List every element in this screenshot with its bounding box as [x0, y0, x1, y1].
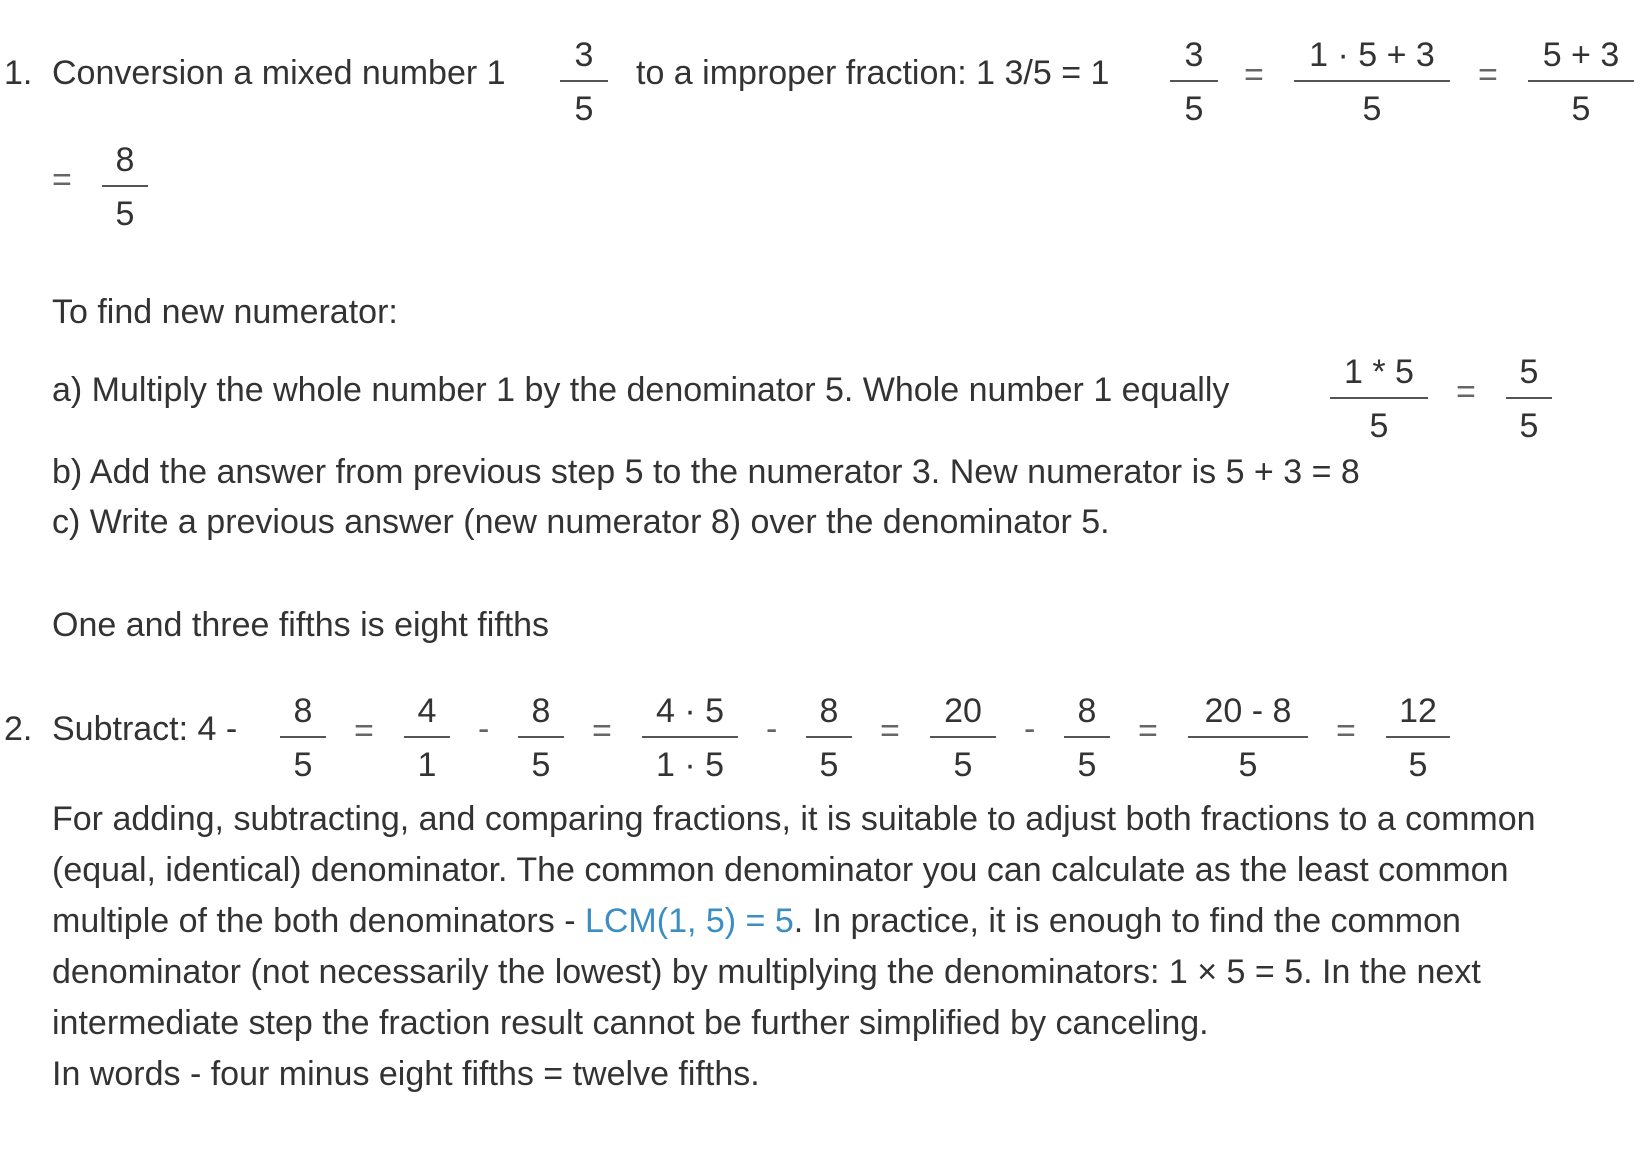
minus-sign: - [1024, 710, 1036, 748]
equals-sign: = [880, 712, 900, 750]
explanation-text: multiple of the both denominators - [52, 902, 585, 940]
denominator: 1 · 5 [655, 746, 725, 784]
step1-mid-text: to a improper fraction: 1 3/5 = 1 [636, 54, 1110, 92]
numerator: 8 [293, 692, 313, 730]
step-a-line [0, 347, 1644, 449]
step-b-text: b) Add the answer from previous step 5 to the numerator 3. New numerator is 5 + 3 = 8 [52, 453, 1360, 491]
step1-equation [0, 30, 1644, 132]
numerator: 8 [115, 141, 135, 179]
numerator: 4 · 5 [655, 692, 725, 730]
step2-number: 2. [4, 710, 33, 748]
equals-sign: = [1244, 56, 1264, 94]
step1-number: 1. [4, 54, 33, 92]
fraction-sum [1528, 30, 1634, 132]
numerator: 20 - 8 [1204, 692, 1292, 730]
explanation-line [52, 896, 1642, 947]
numerator: 3 [1184, 36, 1204, 74]
denominator: 5 [1369, 407, 1389, 445]
denominator: 5 [1362, 90, 1382, 128]
fraction-8-5 [518, 686, 564, 788]
denominator: 5 [953, 746, 973, 784]
numerator: 1 · 5 + 3 [1309, 36, 1435, 74]
step1-intro: Conversion a mixed number 1 [52, 54, 506, 92]
fraction-3-5-b [1170, 30, 1218, 132]
explanation-line: For adding, subtracting, and comparing fractions, it is suitable to adjust both fractions to a common [52, 800, 1536, 838]
minus-sign: - [478, 710, 490, 748]
explanation-line: (equal, identical) denominator. The common denominator you can calculate as the least common [52, 851, 1509, 889]
denominator: 1 [417, 746, 437, 784]
step2-equation [0, 686, 1644, 788]
fraction-12-5 [1386, 686, 1450, 788]
equals-sign: = [1336, 712, 1356, 750]
step2-explanation [52, 794, 1642, 1100]
step-a-text: a) Multiply the whole number 1 by the denominator 5. Whole number 1 equally [52, 371, 1230, 409]
fraction-4x5-1x5 [642, 686, 738, 788]
fraction-8-5 [280, 686, 326, 788]
fraction-5-5 [1506, 347, 1552, 449]
find-numerator-title: To find new numerator: [52, 293, 398, 331]
denominator: 5 [574, 90, 594, 128]
numerator: 3 [574, 36, 594, 74]
step-c-text: c) Write a previous answer (new numerator 8) over the denominator 5. [52, 503, 1110, 541]
fraction-3-5 [560, 30, 608, 132]
explanation-line: intermediate step the fraction result cannot be further simplified by canceling. [52, 1004, 1209, 1042]
equals-sign: = [1138, 712, 1158, 750]
equals-sign: = [354, 712, 374, 750]
explanation-text: . In practice, it is enough to find the common [793, 902, 1461, 940]
equals-sign: = [1478, 56, 1498, 94]
denominator: 5 [1519, 407, 1539, 445]
lcm-link[interactable]: LCM(1, 5) = 5 [584, 902, 794, 940]
fraction-8-5 [1064, 686, 1110, 788]
numerator: 5 + 3 [1542, 36, 1620, 74]
fraction-1x5-5 [1330, 347, 1428, 449]
denominator: 5 [293, 746, 313, 784]
numerator: 5 [1519, 353, 1539, 391]
equals-sign: = [592, 712, 612, 750]
numerator: 1 * 5 [1344, 353, 1414, 391]
fraction-20-5 [930, 686, 996, 788]
denominator: 5 [819, 746, 839, 784]
denominator: 5 [115, 195, 135, 233]
explanation-words: In words - four minus eight fifths = twelve fifths. [52, 1055, 760, 1093]
numerator: 12 [1399, 692, 1437, 730]
denominator: 5 [1238, 746, 1258, 784]
explanation-line: denominator (not necessarily the lowest) by multiplying the denominators: 1 × 5 = 5. In the next [52, 953, 1481, 991]
numerator: 8 [819, 692, 839, 730]
numerator: 20 [944, 692, 982, 730]
fraction-20minus8-5 [1188, 686, 1308, 788]
equals-sign: = [52, 161, 72, 199]
fraction-expanded [1294, 30, 1450, 132]
step1-result [0, 135, 300, 237]
step2-intro: Subtract: 4 - [52, 710, 238, 748]
denominator: 5 [1571, 90, 1591, 128]
minus-sign: - [766, 710, 778, 748]
denominator: 5 [531, 746, 551, 784]
denominator: 5 [1184, 90, 1204, 128]
numerator: 8 [1077, 692, 1097, 730]
equals-sign: = [1456, 373, 1476, 411]
numerator: 8 [531, 692, 551, 730]
step1-words: One and three fifths is eight fifths [52, 606, 550, 644]
denominator: 5 [1077, 746, 1097, 784]
fraction-4-1 [404, 686, 450, 788]
numerator: 4 [417, 692, 437, 730]
fraction-8-5 [102, 135, 148, 237]
denominator: 5 [1408, 746, 1428, 784]
fraction-8-5 [806, 686, 852, 788]
